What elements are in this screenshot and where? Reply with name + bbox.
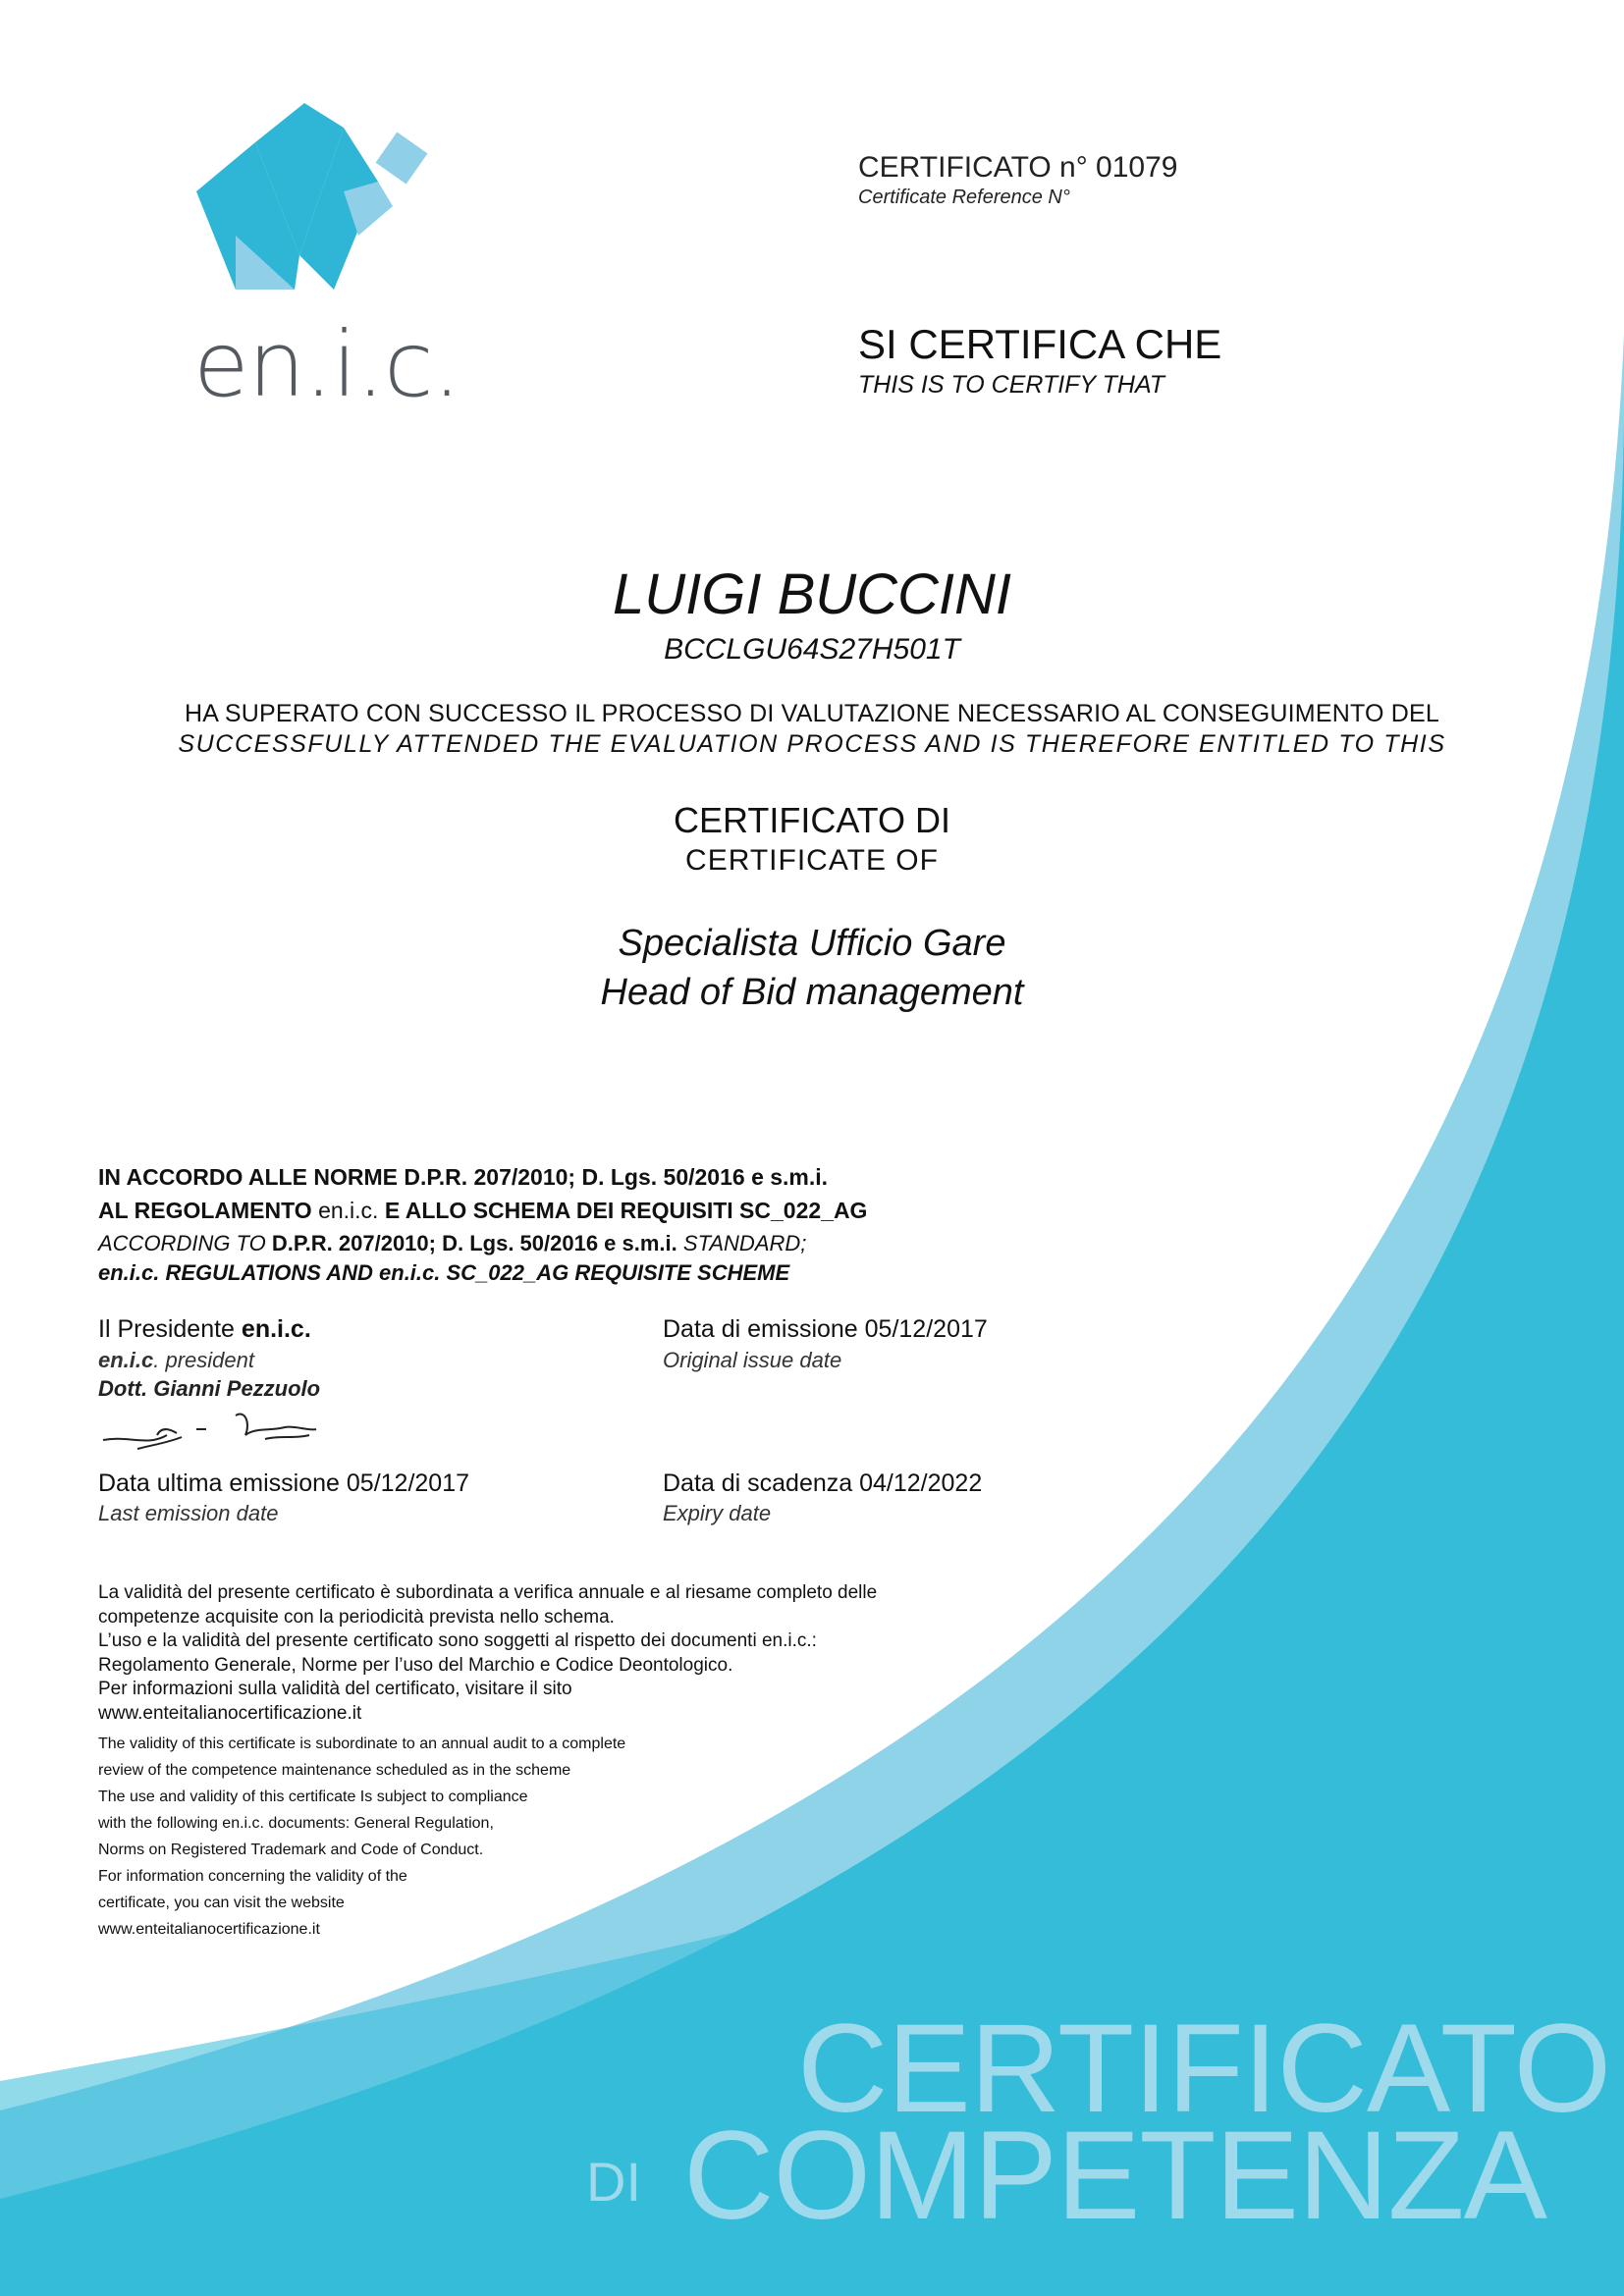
validity-it-line: La validità del presente certificato è subordinata a verifica annuale e al riesame completo delle bbox=[98, 1582, 878, 1603]
validity-en-line: certificate, you can visit the website bbox=[98, 1895, 345, 1911]
norms-line-3-b: D.P.R. 207/2010; D. Lgs. 50/2016 e s.m.i. bbox=[271, 1231, 677, 1255]
certify-heading: SI CERTIFICA CHE bbox=[858, 321, 1222, 367]
norms-line-4: en.i.c. REGULATIONS AND en.i.c. SC_022_AG REQUISITE SCHEME bbox=[98, 1260, 790, 1285]
statement-it: HA SUPERATO CON SUCCESSO IL PROCESSO DI VALUTAZIONE NECESSARIO AL CONSEGUIMENTO DEL bbox=[185, 700, 1439, 727]
enic-logo-icon bbox=[196, 98, 432, 294]
certificate-number: CERTIFICATO n° 01079 bbox=[858, 151, 1178, 184]
enic-logo-text: en.i.c. bbox=[193, 312, 460, 417]
validity-en-line: The validity of this certificate is subordinate to an annual audit to a complete bbox=[98, 1735, 626, 1752]
validity-en bbox=[98, 1731, 625, 1943]
last-emission-date-en: Last emission date bbox=[98, 1501, 279, 1525]
holder-name: LUIGI BUCCINI bbox=[612, 562, 1012, 626]
president-label-a: Il Presidente bbox=[98, 1315, 242, 1343]
validity-en-line: review of the competence maintenance scheduled as in the scheme bbox=[98, 1762, 571, 1779]
norms-line-2-c: E ALLO SCHEMA DEI REQUISITI SC_022_AG bbox=[378, 1198, 868, 1223]
norms-line-1: IN ACCORDO ALLE NORME D.P.R. 207/2010; D. Lgs. 50/2016 e s.m.i. bbox=[98, 1164, 829, 1190]
role-en: Head of Bid management bbox=[600, 972, 1024, 1013]
validity-it-line: Per informazioni sulla validità del certificato, visitare il sito bbox=[98, 1679, 572, 1699]
certify-heading-en: THIS IS TO CERTIFY THAT bbox=[858, 371, 1165, 399]
norms-line-2-a: AL REGOLAMENTO bbox=[98, 1198, 319, 1223]
validity-en-line: with the following en.i.c. documents: General Regulation, bbox=[98, 1815, 494, 1832]
president-signature bbox=[98, 1406, 334, 1459]
president-label-b: en.i.c. bbox=[241, 1315, 311, 1343]
footer-competenza: COMPETENZA bbox=[683, 2106, 1546, 2246]
validity-en-line: For information concerning the validity of the bbox=[98, 1868, 407, 1885]
president-label-en bbox=[98, 1348, 254, 1373]
footer-certificato: CERTIFICATO bbox=[797, 1999, 1611, 2139]
certificate-reference-label: Certificate Reference N° bbox=[858, 187, 1070, 208]
norms-line-3-c: STANDARD; bbox=[677, 1231, 807, 1255]
president-label-en-a: en.i.c bbox=[98, 1348, 154, 1372]
last-emission-date: Data ultima emissione 05/12/2017 bbox=[98, 1469, 470, 1497]
validity-it-line: www.enteitalianocertificazione.it bbox=[98, 1702, 362, 1724]
certificate-title-en: CERTIFICATE OF bbox=[685, 844, 939, 877]
expiry-date: Data di scadenza 04/12/2022 bbox=[663, 1469, 983, 1497]
validity-it-line: competenze acquisite con la periodicità prevista nello schema. bbox=[98, 1606, 615, 1628]
statement-en: SUCCESSFULLY ATTENDED THE EVALUATION PROCESS AND IS THEREFORE ENTITLED TO THIS bbox=[178, 730, 1446, 758]
footer-di: DI bbox=[586, 2151, 641, 2213]
validity-en-line: The use and validity of this certificate Is subject to compliance bbox=[98, 1789, 528, 1805]
certificate-title-it: CERTIFICATO DI bbox=[673, 800, 951, 840]
validity-it-line: L’uso e la validità del presente certificato sono soggetti al rispetto dei documenti en.i.c.: bbox=[98, 1630, 817, 1651]
validity-en-line: www.enteitalianocertificazione.it bbox=[98, 1921, 320, 1938]
role-it: Specialista Ufficio Gare bbox=[618, 923, 1006, 964]
president-name: Dott. Gianni Pezzuolo bbox=[98, 1376, 321, 1401]
issue-date-en: Original issue date bbox=[663, 1348, 842, 1372]
norms-line-3 bbox=[98, 1231, 806, 1256]
president-label bbox=[98, 1315, 311, 1344]
president-label-en-b: . president bbox=[153, 1348, 254, 1372]
validity-it-line: Regolamento Generale, Norme per l’uso del Marchio e Codice Deontologico. bbox=[98, 1654, 733, 1676]
holder-fiscal-code: BCCLGU64S27H501T bbox=[664, 633, 960, 666]
norms-line-2-b: en.i.c. bbox=[318, 1198, 379, 1223]
validity-it bbox=[98, 1581, 877, 1726]
validity-en-line: Norms on Registered Trademark and Code of Conduct. bbox=[98, 1842, 484, 1858]
norms-line-3-a: ACCORDING TO bbox=[98, 1231, 272, 1255]
norms-line-2 bbox=[98, 1198, 867, 1224]
issue-date: Data di emissione 05/12/2017 bbox=[663, 1315, 988, 1343]
expiry-date-en: Expiry date bbox=[663, 1501, 772, 1525]
